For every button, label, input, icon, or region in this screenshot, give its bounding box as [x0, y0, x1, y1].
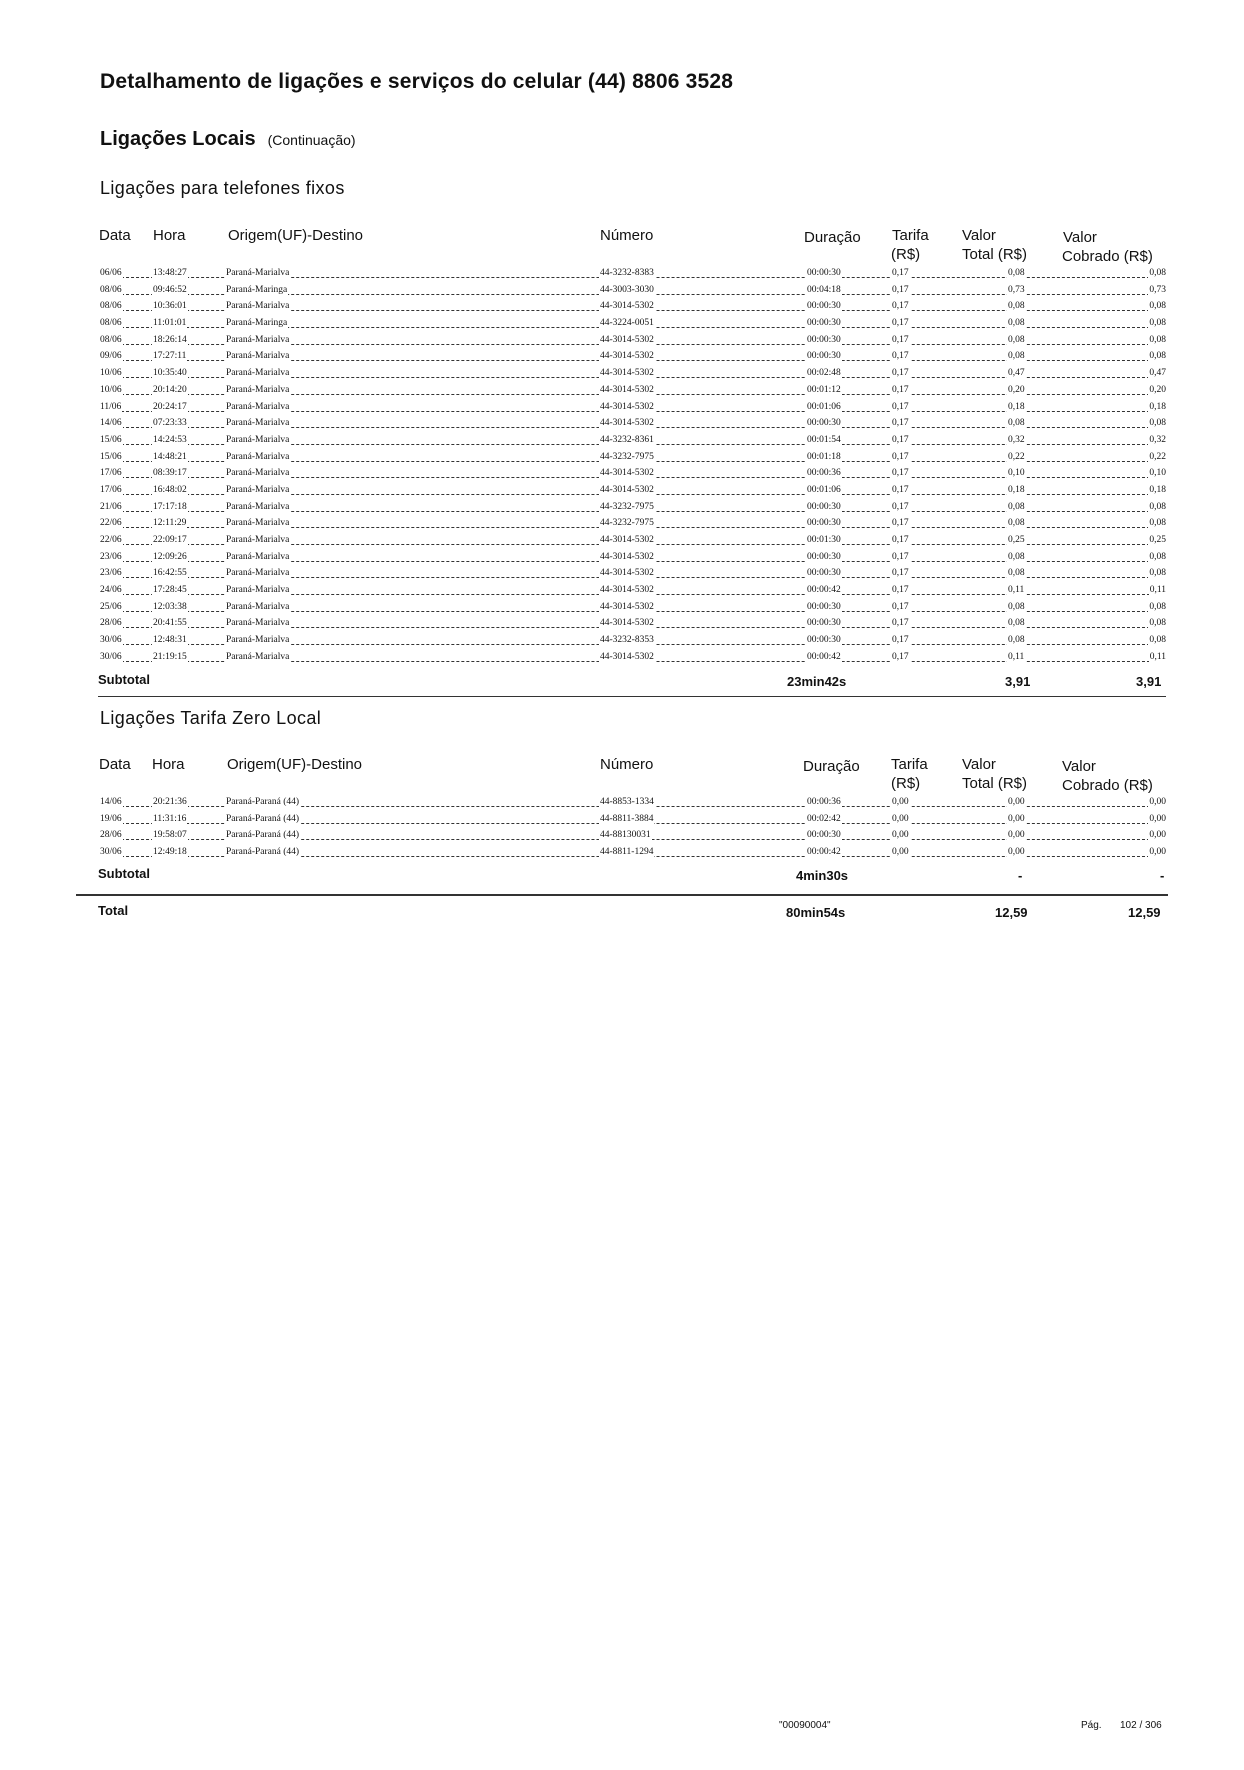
duration-cell: 00:00:42: [806, 649, 842, 666]
date-cell: 08/06: [99, 332, 123, 349]
time-cell: 10:35:40: [152, 365, 188, 382]
number-cell: 44-3224-0051: [599, 315, 655, 332]
header-valor-total: Valor: [962, 227, 996, 244]
number-cell: 44-3014-5302: [599, 465, 655, 482]
tariff-cell: 0,17: [891, 532, 910, 549]
header-valor-total: Valor: [962, 756, 996, 773]
header-duracao: Duração: [803, 758, 860, 775]
duration-cell: 00:00:36: [806, 465, 842, 482]
number-cell: 44-3014-5302: [599, 382, 655, 399]
charged-value-cell: 0,11: [1149, 649, 1167, 666]
charged-value-cell: 0,08: [1148, 415, 1167, 432]
total-value-cell: 0,00: [1007, 794, 1026, 811]
origin-destination-cell: Paraná-Marialva: [225, 615, 290, 632]
duration-cell: 00:00:30: [806, 315, 842, 332]
number-cell: 44-3014-5302: [599, 332, 655, 349]
duration-cell: 00:00:42: [806, 582, 842, 599]
total-value-cell: 0,32: [1007, 432, 1026, 449]
charged-value-cell: 0,08: [1148, 599, 1167, 616]
tariff-cell: 0,00: [891, 827, 910, 844]
duration-cell: 00:02:48: [806, 365, 842, 382]
date-cell: 14/06: [99, 415, 123, 432]
number-cell: 44-3232-7975: [599, 515, 655, 532]
duration-cell: 00:00:30: [806, 599, 842, 616]
time-cell: 19:58:07: [152, 827, 188, 844]
charged-value-cell: 0,08: [1148, 332, 1167, 349]
origin-destination-cell: Paraná-Marialva: [225, 365, 290, 382]
number-cell: 44-3014-5302: [599, 482, 655, 499]
origin-destination-cell: Paraná-Marialva: [225, 649, 290, 666]
date-cell: 22/06: [99, 532, 123, 549]
time-cell: 12:49:18: [152, 844, 188, 861]
charged-value-cell: 0,73: [1148, 282, 1167, 299]
date-cell: 15/06: [99, 432, 123, 449]
header-tarifa-unit: (R$): [891, 775, 921, 792]
origin-destination-cell: Paraná-Marialva: [225, 415, 290, 432]
charged-value-cell: 0,22: [1148, 449, 1167, 466]
duration-cell: 00:01:06: [806, 399, 842, 416]
page-title: Detalhamento de ligações e serviços do celular (44) 8806 3528: [100, 70, 734, 93]
time-cell: 12:03:38: [152, 599, 188, 616]
time-cell: 11:31:16: [152, 811, 187, 828]
page-number-label: Pág.: [1081, 1720, 1102, 1731]
date-cell: 28/06: [99, 827, 123, 844]
number-cell: 44-8811-3884: [599, 811, 654, 828]
table-row: [99, 827, 1167, 844]
date-cell: 23/06: [99, 549, 123, 566]
duration-cell: 00:00:30: [806, 415, 842, 432]
time-cell: 16:42:55: [152, 565, 188, 582]
total-value-cell: 0,73: [1007, 282, 1026, 299]
table-row: [99, 615, 1167, 632]
time-cell: 10:36:01: [152, 298, 188, 315]
number-cell: 44-3232-7975: [599, 449, 655, 466]
duration-cell: 00:00:30: [806, 549, 842, 566]
origin-destination-cell: Paraná-Marialva: [225, 432, 290, 449]
date-cell: 17/06: [99, 465, 123, 482]
date-cell: 21/06: [99, 499, 123, 516]
number-cell: 44-3014-5302: [599, 615, 655, 632]
number-cell: 44-3232-7975: [599, 499, 655, 516]
header-valor-cobrado-unit: Cobrado (R$): [1062, 248, 1153, 265]
origin-destination-cell: Paraná-Marialva: [225, 465, 290, 482]
tariff-cell: 0,17: [891, 615, 910, 632]
charged-value-cell: 0,08: [1148, 549, 1167, 566]
header-origem: Origem(UF)-Destino: [228, 227, 364, 244]
total-value-cell: 0,47: [1007, 365, 1026, 382]
time-cell: 17:17:18: [152, 499, 188, 516]
duration-cell: 00:00:30: [806, 348, 842, 365]
number-cell: 44-8811-1294: [599, 844, 654, 861]
total-value-cell: 0,08: [1007, 515, 1026, 532]
duration-cell: 00:00:30: [806, 515, 842, 532]
charged-value-cell: 0,25: [1148, 532, 1167, 549]
tarifa-zero-title: Ligações Tarifa Zero Local: [100, 708, 322, 728]
tariff-cell: 0,17: [891, 348, 910, 365]
total-valor-total: 12,59: [995, 905, 1028, 920]
date-cell: 17/06: [99, 482, 123, 499]
charged-value-cell: 0,08: [1148, 615, 1167, 632]
table-row: [99, 382, 1167, 399]
origin-destination-cell: Paraná-Marialva: [225, 332, 290, 349]
tariff-cell: 0,17: [891, 549, 910, 566]
total-value-cell: 0,00: [1007, 844, 1026, 861]
fixos-table: [99, 265, 1167, 666]
tariff-cell: 0,17: [891, 365, 910, 382]
duration-cell: 00:01:18: [806, 449, 842, 466]
table-row: [99, 365, 1167, 382]
table-row: [99, 844, 1167, 861]
table-row: [99, 549, 1167, 566]
tariff-cell: 0,17: [891, 649, 910, 666]
number-cell: 44-3014-5302: [599, 599, 655, 616]
number-cell: 44-3014-5302: [599, 582, 655, 599]
zero-subtotal-label: Subtotal: [98, 866, 150, 881]
tariff-cell: 0,17: [891, 482, 910, 499]
date-cell: 10/06: [99, 365, 123, 382]
time-cell: 09:46:52: [152, 282, 188, 299]
total-value-cell: 0,18: [1007, 399, 1026, 416]
total-value-cell: 0,22: [1007, 449, 1026, 466]
time-cell: 20:24:17: [152, 399, 188, 416]
duration-cell: 00:00:30: [806, 265, 842, 282]
duration-cell: 00:00:30: [806, 827, 842, 844]
charged-value-cell: 0,08: [1148, 348, 1167, 365]
fixos-title: Ligações para telefones fixos: [100, 178, 345, 198]
header-tarifa: Tarifa: [891, 756, 928, 773]
time-cell: 16:48:02: [152, 482, 188, 499]
total-value-cell: 0,18: [1007, 482, 1026, 499]
date-cell: 06/06: [99, 265, 123, 282]
table-row: [99, 599, 1167, 616]
number-cell: 44-3003-3030: [599, 282, 655, 299]
total-value-cell: 0,00: [1007, 827, 1026, 844]
charged-value-cell: 0,18: [1148, 482, 1167, 499]
section-note: (Continuação): [267, 132, 356, 148]
tariff-cell: 0,17: [891, 298, 910, 315]
header-valor-total-unit: Total (R$): [962, 775, 1028, 792]
header-valor-total-unit: Total (R$): [962, 246, 1028, 263]
date-cell: 15/06: [99, 449, 123, 466]
duration-cell: 00:00:30: [806, 499, 842, 516]
origin-destination-cell: Paraná-Maringa: [225, 315, 288, 332]
origin-destination-cell: Paraná-Marialva: [225, 449, 290, 466]
tariff-cell: 0,17: [891, 432, 910, 449]
header-data: Data: [99, 227, 131, 244]
charged-value-cell: 0,18: [1148, 399, 1167, 416]
origin-destination-cell: Paraná-Paraná (44): [225, 844, 300, 861]
origin-destination-cell: Paraná-Marialva: [225, 549, 290, 566]
total-value-cell: 0,10: [1007, 465, 1026, 482]
charged-value-cell: 0,08: [1148, 499, 1167, 516]
number-cell: 44-3014-5302: [599, 298, 655, 315]
fixos-subtotal-valor-total: 3,91: [1005, 674, 1031, 689]
time-cell: 11:01:01: [152, 315, 187, 332]
date-cell: 30/06: [99, 632, 123, 649]
total-value-cell: 0,08: [1007, 565, 1026, 582]
time-cell: 21:19:15: [152, 649, 188, 666]
origin-destination-cell: Paraná-Marialva: [225, 482, 290, 499]
total-value-cell: 0,08: [1007, 415, 1026, 432]
tarifa-zero-table: [99, 794, 1167, 861]
duration-cell: 00:01:30: [806, 532, 842, 549]
tariff-cell: 0,17: [891, 565, 910, 582]
time-cell: 12:48:31: [152, 632, 188, 649]
date-cell: 25/06: [99, 599, 123, 616]
header-valor-cobrado: Valor: [1062, 758, 1096, 775]
header-hora: Hora: [152, 756, 185, 773]
tariff-cell: 0,17: [891, 382, 910, 399]
tariff-cell: 0,00: [891, 811, 910, 828]
total-label: Total: [98, 903, 129, 918]
total-value-cell: 0,08: [1007, 499, 1026, 516]
zero-subtotal-duracao: 4min30s: [796, 868, 849, 883]
duration-cell: 00:00:30: [806, 298, 842, 315]
total-value-cell: 0,08: [1007, 298, 1026, 315]
time-cell: 12:09:26: [152, 549, 188, 566]
header-tarifa-unit: (R$): [891, 246, 921, 263]
number-cell: 44-3014-5302: [599, 399, 655, 416]
table-row: [99, 348, 1167, 365]
number-cell: 44-3014-5302: [599, 348, 655, 365]
total-value-cell: 0,25: [1007, 532, 1026, 549]
charged-value-cell: 0,00: [1148, 844, 1167, 861]
charged-value-cell: 0,10: [1148, 465, 1167, 482]
duration-cell: 00:00:30: [806, 632, 842, 649]
table-row: [99, 565, 1167, 582]
origin-destination-cell: Paraná-Marialva: [225, 399, 290, 416]
table-row: [99, 298, 1167, 315]
time-cell: 17:27:11: [152, 348, 187, 365]
table-row: [99, 582, 1167, 599]
origin-destination-cell: Paraná-Marialva: [225, 265, 290, 282]
header-duracao: Duração: [804, 229, 861, 246]
number-cell: 44-3232-8383: [599, 265, 655, 282]
table-row: [99, 515, 1167, 532]
number-cell: 44-3014-5302: [599, 649, 655, 666]
total-value-cell: 0,20: [1007, 382, 1026, 399]
table-row: [99, 315, 1167, 332]
duration-cell: 00:01:54: [806, 432, 842, 449]
time-cell: 08:39:17: [152, 465, 188, 482]
fixos-divider: [98, 696, 1166, 697]
date-cell: 22/06: [99, 515, 123, 532]
table-row: [99, 399, 1167, 416]
duration-cell: 00:04:18: [806, 282, 842, 299]
header-tarifa: Tarifa: [892, 227, 929, 244]
tariff-cell: 0,17: [891, 582, 910, 599]
time-cell: 22:09:17: [152, 532, 188, 549]
total-value-cell: 0,08: [1007, 348, 1026, 365]
charged-value-cell: 0,11: [1149, 582, 1167, 599]
table-row: [99, 649, 1167, 666]
header-origem: Origem(UF)-Destino: [227, 756, 363, 773]
time-cell: 12:11:29: [152, 515, 187, 532]
time-cell: 14:48:21: [152, 449, 188, 466]
charged-value-cell: 0,08: [1148, 298, 1167, 315]
total-value-cell: 0,11: [1007, 582, 1025, 599]
header-valor-cobrado: Valor: [1063, 229, 1097, 246]
fixos-subtotal-valor-cobrado: 3,91: [1136, 674, 1162, 689]
date-cell: 24/06: [99, 582, 123, 599]
origin-destination-cell: Paraná-Marialva: [225, 382, 290, 399]
date-cell: 08/06: [99, 282, 123, 299]
table-row: [99, 282, 1167, 299]
table-row: [99, 432, 1167, 449]
tariff-cell: 0,17: [891, 515, 910, 532]
total-value-cell: 0,11: [1007, 649, 1025, 666]
total-value-cell: 0,08: [1007, 265, 1026, 282]
time-cell: 20:14:20: [152, 382, 188, 399]
total-value-cell: 0,08: [1007, 332, 1026, 349]
total-value-cell: 0,08: [1007, 599, 1026, 616]
table-row: [99, 811, 1167, 828]
origin-destination-cell: Paraná-Marialva: [225, 565, 290, 582]
duration-cell: 00:00:42: [806, 844, 842, 861]
table-row: [99, 632, 1167, 649]
section-name: Ligações Locais: [100, 128, 256, 150]
number-cell: 44-3014-5302: [599, 532, 655, 549]
table-row: [99, 532, 1167, 549]
date-cell: 08/06: [99, 298, 123, 315]
fixos-subtotal-duracao: 23min42s: [787, 674, 847, 689]
charged-value-cell: 0,47: [1148, 365, 1167, 382]
total-value-cell: 0,08: [1007, 632, 1026, 649]
document-code: "00090004": [779, 1720, 831, 1731]
origin-destination-cell: Paraná-Marialva: [225, 599, 290, 616]
table-row: [99, 482, 1167, 499]
tariff-cell: 0,17: [891, 282, 910, 299]
total-value-cell: 0,08: [1007, 615, 1026, 632]
date-cell: 19/06: [99, 811, 123, 828]
number-cell: 44-3232-8353: [599, 632, 655, 649]
duration-cell: 00:01:06: [806, 482, 842, 499]
total-value-cell: 0,08: [1007, 315, 1026, 332]
time-cell: 20:41:55: [152, 615, 188, 632]
total-valor-cobrado: 12,59: [1128, 905, 1161, 920]
charged-value-cell: 0,08: [1148, 315, 1167, 332]
tariff-cell: 0,17: [891, 415, 910, 432]
date-cell: 11/06: [99, 399, 122, 416]
number-cell: 44-3014-5302: [599, 415, 655, 432]
tariff-cell: 0,17: [891, 332, 910, 349]
time-cell: 20:21:36: [152, 794, 188, 811]
total-value-cell: 0,00: [1007, 811, 1026, 828]
origin-destination-cell: Paraná-Paraná (44): [225, 794, 300, 811]
charged-value-cell: 0,00: [1148, 811, 1167, 828]
header-data: Data: [99, 756, 131, 773]
table-row: [99, 415, 1167, 432]
total-value-cell: 0,08: [1007, 549, 1026, 566]
charged-value-cell: 0,32: [1148, 432, 1167, 449]
tariff-cell: 0,17: [891, 499, 910, 516]
tariff-cell: 0,17: [891, 265, 910, 282]
date-cell: 30/06: [99, 649, 123, 666]
number-cell: 44-88130031: [599, 827, 652, 844]
table-row: [99, 332, 1167, 349]
time-cell: 13:48:27: [152, 265, 188, 282]
tariff-cell: 0,17: [891, 632, 910, 649]
header-numero: Número: [600, 227, 654, 244]
charged-value-cell: 0,00: [1148, 794, 1167, 811]
tariff-cell: 0,00: [891, 794, 910, 811]
origin-destination-cell: Paraná-Marialva: [225, 348, 290, 365]
tariff-cell: 0,17: [891, 399, 910, 416]
charged-value-cell: 0,08: [1148, 565, 1167, 582]
duration-cell: 00:00:30: [806, 615, 842, 632]
number-cell: 44-3232-8361: [599, 432, 655, 449]
total-divider: [76, 894, 1168, 896]
origin-destination-cell: Paraná-Marialva: [225, 532, 290, 549]
duration-cell: 00:00:36: [806, 794, 842, 811]
origin-destination-cell: Paraná-Marialva: [225, 582, 290, 599]
fixos-subtotal-label: Subtotal: [98, 672, 150, 687]
charged-value-cell: 0,08: [1148, 265, 1167, 282]
header-valor-cobrado-unit: Cobrado (R$): [1062, 777, 1153, 794]
charged-value-cell: 0,08: [1148, 632, 1167, 649]
table-row: [99, 265, 1167, 282]
duration-cell: 00:01:12: [806, 382, 842, 399]
time-cell: 17:28:45: [152, 582, 188, 599]
charged-value-cell: 0,20: [1148, 382, 1167, 399]
origin-destination-cell: Paraná-Paraná (44): [225, 827, 300, 844]
duration-cell: 00:00:30: [806, 565, 842, 582]
origin-destination-cell: Paraná-Marialva: [225, 515, 290, 532]
time-cell: 18:26:14: [152, 332, 188, 349]
origin-destination-cell: Paraná-Marialva: [225, 298, 290, 315]
table-row: [99, 449, 1167, 466]
charged-value-cell: 0,00: [1148, 827, 1167, 844]
section-title: [100, 128, 356, 151]
tariff-cell: 0,17: [891, 449, 910, 466]
origin-destination-cell: Paraná-Maringa: [225, 282, 288, 299]
origin-destination-cell: Paraná-Marialva: [225, 499, 290, 516]
time-cell: 14:24:53: [152, 432, 188, 449]
origin-destination-cell: Paraná-Paraná (44): [225, 811, 300, 828]
charged-value-cell: 0,08: [1148, 515, 1167, 532]
date-cell: 30/06: [99, 844, 123, 861]
number-cell: 44-3014-5302: [599, 565, 655, 582]
date-cell: 23/06: [99, 565, 123, 582]
number-cell: 44-3014-5302: [599, 549, 655, 566]
tariff-cell: 0,17: [891, 315, 910, 332]
date-cell: 10/06: [99, 382, 123, 399]
date-cell: 09/06: [99, 348, 123, 365]
page-number: 102 / 306: [1120, 1720, 1162, 1731]
zero-subtotal-valor-cobrado: -: [1160, 868, 1165, 883]
total-duracao: 80min54s: [786, 905, 846, 920]
table-row: [99, 465, 1167, 482]
header-numero: Número: [600, 756, 654, 773]
table-row: [99, 794, 1167, 811]
date-cell: 28/06: [99, 615, 123, 632]
time-cell: 07:23:33: [152, 415, 188, 432]
duration-cell: 00:00:30: [806, 332, 842, 349]
table-row: [99, 499, 1167, 516]
tariff-cell: 0,17: [891, 465, 910, 482]
tariff-cell: 0,17: [891, 599, 910, 616]
date-cell: 08/06: [99, 315, 123, 332]
duration-cell: 00:02:42: [806, 811, 842, 828]
number-cell: 44-8853-1334: [599, 794, 655, 811]
origin-destination-cell: Paraná-Marialva: [225, 632, 290, 649]
tariff-cell: 0,00: [891, 844, 910, 861]
date-cell: 14/06: [99, 794, 123, 811]
zero-subtotal-valor-total: -: [1018, 868, 1023, 883]
number-cell: 44-3014-5302: [599, 365, 655, 382]
header-hora: Hora: [153, 227, 186, 244]
